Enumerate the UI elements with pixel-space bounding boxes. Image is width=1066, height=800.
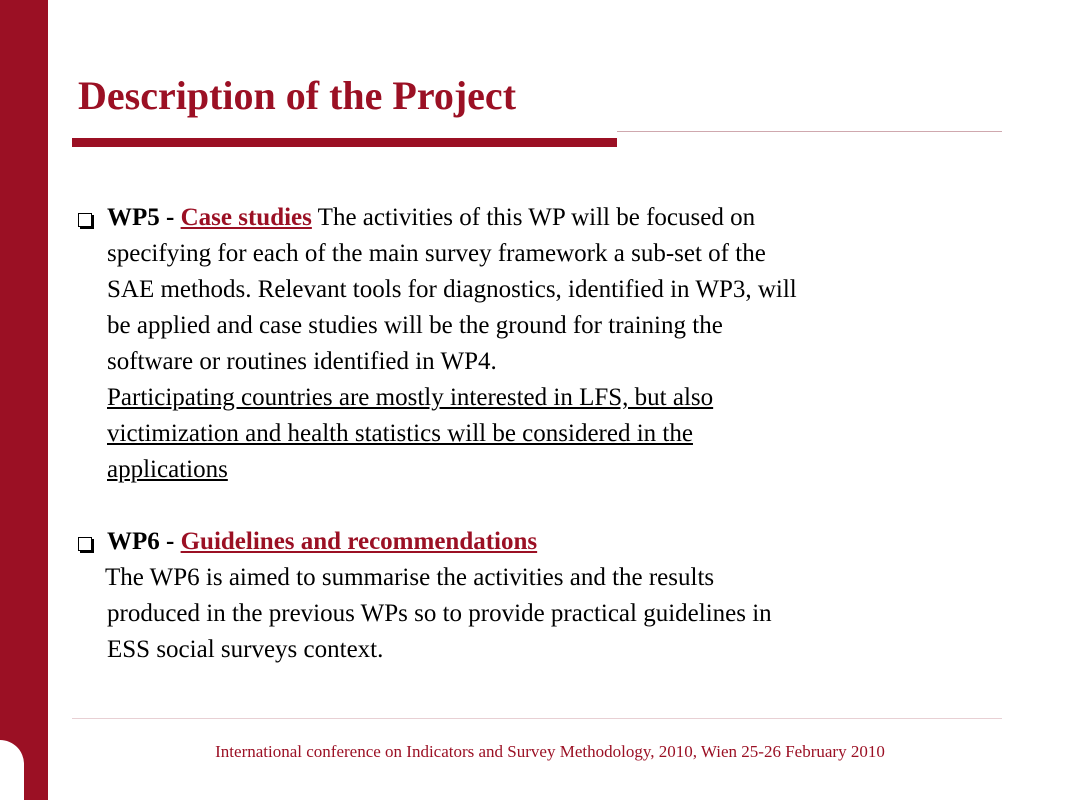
wp5-note-text-1: Participating countries are mostly interested in LFS, but also [107, 384, 714, 411]
wp6-bullet [75, 524, 975, 560]
wp5-case-studies-link[interactable]: Case studies [180, 204, 312, 231]
wp5-line-2: specifying for each of the main survey framework a sub-set of the [107, 240, 766, 267]
section-spacer [75, 488, 975, 524]
wp5-note-text-2: victimization and health statistics will be considered in the [107, 420, 693, 447]
wp5-bullet [75, 200, 975, 236]
slide-body [75, 200, 975, 668]
wp6-label: WP6 - [107, 528, 181, 555]
wp5-note-line-1 [75, 380, 975, 416]
wp5-note-line-2 [75, 416, 975, 452]
square-bullet-icon [78, 213, 92, 227]
square-bullet-icon [78, 537, 92, 551]
wp6-line-3: ESS social surveys context. [107, 636, 384, 663]
wp6-line-1: The WP6 is aimed to summarise the activities and the results [105, 564, 715, 591]
title-underline-thin [617, 131, 1002, 132]
wp5-label: WP5 - [107, 204, 181, 231]
wp5-line-5: software or routines identified in WP4. [107, 348, 497, 375]
wp6-line-2: produced in the previous WPs so to provide practical guidelines in [107, 600, 772, 627]
wp5-line-1: The activities of this WP will be focused on [311, 204, 756, 231]
wp5-note-text-3: applications [107, 456, 228, 483]
wp5-note-line-3 [75, 452, 975, 488]
title-underline-thick [72, 138, 617, 147]
footer-text: International conference on Indicators and Survey Methodology, 2010, Wien 25-26 February 2010 [215, 742, 885, 761]
footer-divider [72, 718, 1002, 719]
slide-title: Description of the Project [78, 73, 517, 118]
wp5-line-3: SAE methods. Relevant tools for diagnostics, identified in WP3, will [107, 276, 797, 303]
wp6-guidelines-link[interactable]: Guidelines and recommendations [180, 528, 538, 555]
left-accent-bar [0, 0, 48, 800]
wp5-line-4: be applied and case studies will be the ground for training the [107, 312, 723, 339]
